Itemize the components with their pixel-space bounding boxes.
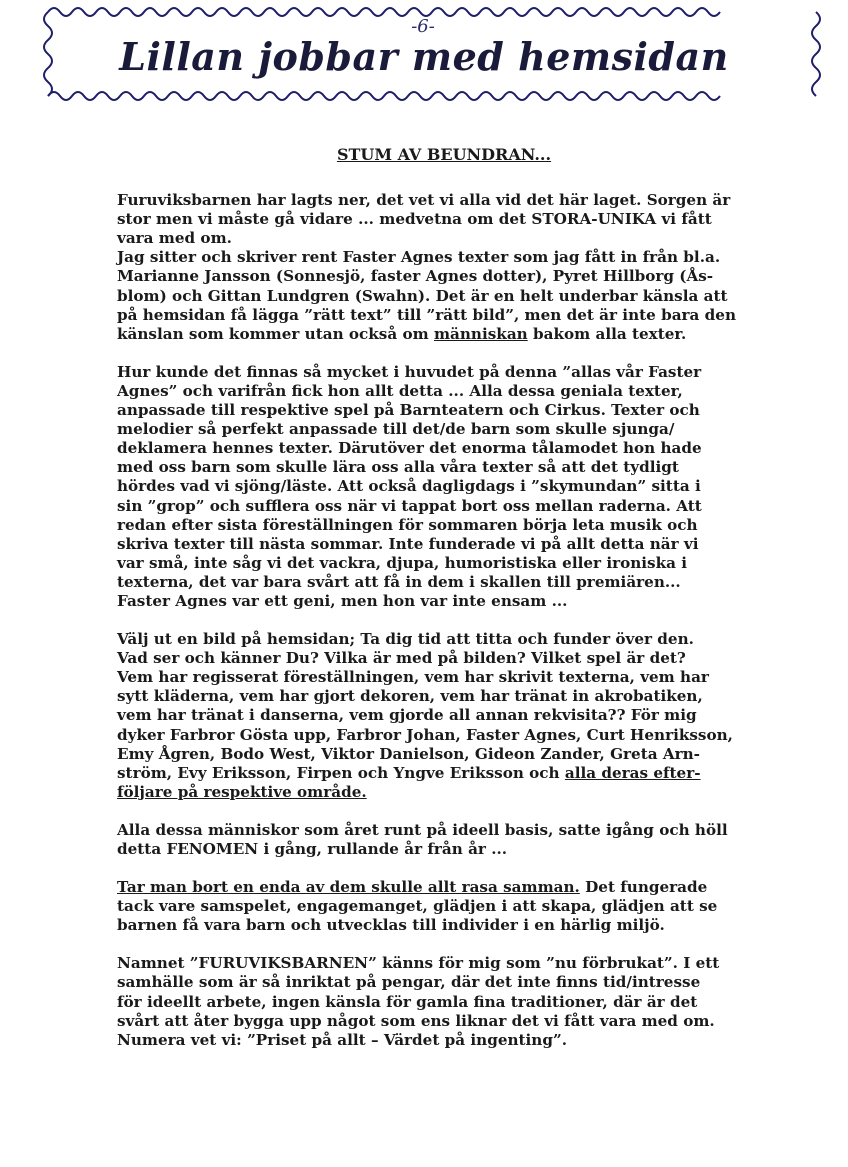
- paragraph-1-underlined: människan: [433, 324, 528, 343]
- header-banner: [0, 0, 848, 110]
- paragraph-3-text: Välj ut en bild på hemsidan; Ta dig tid att titta och funder över den. Vad ser och känner Du? Vilka är med på bilden? Vilket spel är det? Vem har regisserat föreställningen, vem har skrivit texterna, vem har sytt kläderna, vem har gjort dekoren, vem har tränat in akrobatiken, vem har tränat i danserna, vem gjorde all annan rekvisita?? För mig dyker Farbror Gösta upp, Farbror Johan, Faster Agnes, Curt Henriksson, Emy Ågren, Bodo West, Viktor Danielson, Gideon Zander, Greta Arn- ström, Evy Eriksson, Firpen och Yngve Eriksson och: [117, 630, 733, 782]
- paragraph-1-end: bakom alla texter.: [527, 324, 687, 343]
- paragraph-3: [117, 630, 757, 802]
- page-number: -6-: [411, 16, 435, 37]
- paragraph-1: [117, 191, 757, 344]
- page-title: Lillan jobbar med hemsidan: [119, 34, 729, 79]
- paragraph-5-underlined: Tar man bort en enda av dem skulle allt rasa samman.: [117, 878, 580, 897]
- article-body: [117, 145, 757, 1069]
- paragraph-5-text: Det fungerade tack vare samspelet, engagemanget, glädjen i att skapa, glädjen att se barnen få vara barn och utvecklas till individer i en härlig miljö.: [117, 878, 718, 935]
- paragraph-3-underlined: alla deras efter- följare på respektive område.: [117, 763, 701, 801]
- paragraph-5: [117, 878, 757, 935]
- paragraph-2: Hur kunde det finnas så mycket i huvudet på denna ”allas vår Faster Agnes” och varifrån fick hon allt detta ... Alla dessa geniala texter, anpassade till respektive spel på Barnteatern och Cirkus. Texter och melodier så perfekt anpassade till det/de barn som skulle sjunga/ deklamera hennes texter. Därutöver det enorma tålamodet hon hade med oss barn som skulle lära oss alla våra texter så att det tydligt hördes vad vi sjöng/läste. Att också dagligdags i ”skymundan” sitta i sin ”grop” och sufflera oss när vi tappat bort oss mellan raderna. Att redan efter sista föreställningen för sommaren börja leta musik och skriva texter till nästa sommar. Inte funderade vi på allt detta när vi var små, inte såg vi det vackra, djupa, humoristiska eller ironiska i texterna, det var bara svårt att få in dem i skallen till premiären... Faster Agnes var ett geni, men hon var inte ensam ...: [117, 362, 702, 610]
- article-title: STUM AV BEUNDRAN...: [336, 145, 552, 164]
- paragraph-6: Namnet ”FURUVIKSBARNEN” känns för mig som ”nu förbrukat”. I ett samhälle som är så inriktat på pengar, där det inte finns tid/intresse för ideellt arbete, ingen känsla för gamla fina traditioner, där är det svårt att åter bygga upp något som ens liknar det vi fått vara med om. Numera vet vi: ”Priset på allt – Värdet på ingenting”.: [117, 954, 720, 1049]
- paragraph-1-text: Furuviksbarnen har lagts ner, det vet vi alla vid det här laget. Sorgen är stor men vi måste gå vidare ... medvetna om det STORA-UNIKA vi fått vara med om. Jag sitter och skriver rent Faster Agnes texter som jag fått in från bl.a. Marianne Jansson (Sonnesjö, faster Agnes dotter), Pyret Hillborg (Ås- blom) och Gittan Lundgren (Swahn). Det är en helt underbar känsla att på hemsidan få lägga ”rätt text” till ”rätt bild”, men det är inte bara den känslan som kommer utan också om: [117, 191, 737, 343]
- paragraph-4: Alla dessa människor som året runt på ideell basis, satte igång och höll detta FENOMEN i gång, rullande år från år ...: [117, 820, 728, 858]
